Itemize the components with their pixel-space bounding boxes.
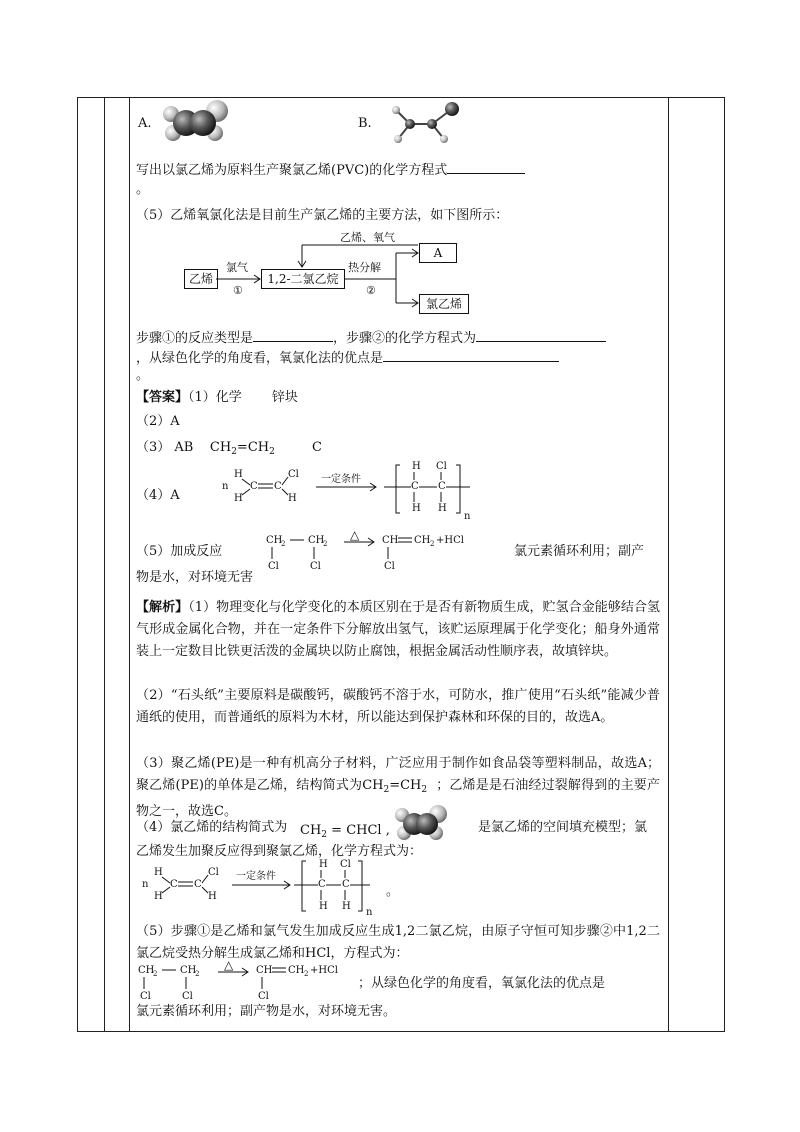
hcl-label: +HCl	[436, 535, 464, 546]
svg-text:Cl: Cl	[310, 561, 321, 572]
svg-text:H: H	[412, 503, 421, 514]
analysis-p4a: （4）氯乙烯的结构简式为	[136, 820, 288, 835]
svg-text:H: H	[319, 901, 328, 912]
option-a-label: A.	[138, 116, 152, 131]
svg-text:n: n	[142, 879, 149, 890]
analysis-p3a: （3）聚乙烯(PE)是一种有机高分子材料，广泛应用于制作如食品袋等塑料制品，故选A；聚乙烯(PE)的单体是乙烯，结构简式为	[136, 756, 660, 793]
answer-5: （5）加成反应	[136, 544, 223, 559]
answer-blank-reaction-type	[253, 327, 333, 342]
answer-label: 【答案】	[136, 390, 189, 405]
coefficient-n: n	[222, 481, 229, 492]
question-pvc	[136, 159, 525, 182]
vinyl-chloride-formula: $CH_2$ = CHCl ,	[300, 823, 390, 840]
svg-text:CH: CH	[308, 535, 325, 546]
answer-3-formula-sub1: 2	[231, 447, 237, 457]
ethylene-formula-part1: CH	[362, 778, 384, 793]
analysis-p4b: 是氯乙烯的空间填充模型；氯	[478, 820, 648, 835]
analysis-paragraph-5: （5）步骤①是乙烯和氯气发生加成反应生成1,2二氯乙烷，由原子守恒可知步骤②中1,2二氯乙烷受热分解生成氯乙烯和HCl，方程式为：	[136, 924, 660, 961]
answer-3-formula-part1: CH	[209, 440, 232, 455]
heat-triangle-icon: △	[350, 528, 360, 542]
decomposition-equation	[264, 525, 474, 579]
svg-text:CH: CH	[266, 535, 283, 546]
answer-blank-advantage	[383, 347, 559, 362]
svg-text:2: 2	[323, 540, 328, 548]
question-content	[136, 97, 666, 1032]
svg-text:H: H	[288, 493, 297, 504]
answer-3-ab: （3） AB	[136, 440, 194, 455]
svg-text:C: C	[411, 481, 419, 492]
ethylene-formula-sub1: 2	[383, 785, 390, 795]
svg-text:Cl: Cl	[268, 561, 279, 572]
answer-3-formula-part2: =CH	[236, 440, 270, 455]
svg-text:Cl: Cl	[140, 991, 151, 1002]
svg-text:CH: CH	[382, 535, 399, 546]
answer-2: （2）A	[136, 414, 180, 429]
svg-text:H: H	[154, 867, 163, 878]
q5-equation-prompt: ，步骤②的化学方程式为	[333, 331, 477, 346]
svg-text:H: H	[234, 493, 243, 504]
flow-label-step1: ①	[233, 284, 243, 297]
svg-text:C: C	[170, 879, 178, 890]
ball-stick-model-icon	[382, 97, 472, 145]
svg-text:Cl: Cl	[182, 991, 193, 1002]
svg-text:H: H	[342, 901, 351, 912]
svg-text:C: C	[250, 481, 258, 492]
answer-3-formula-sub2: 2	[269, 447, 275, 457]
svg-text:H: H	[412, 461, 421, 472]
svg-text:CH: CH	[138, 965, 155, 976]
svg-text:Cl: Cl	[436, 461, 447, 472]
analysis-p5c: 氯元素循环利用；副产物是水，对环境无害。	[136, 1004, 397, 1019]
analysis-paragraph-2: （2）“石头纸”主要原料是碳酸钙，碳酸钙不溶于水，可防水，推广使用“石头纸”能减少普通纸的使用，而普通纸的原料为木材，所以能达到保护森林和环保的目的，故选A。	[136, 688, 660, 725]
answer-4: （4）A	[136, 488, 180, 503]
svg-text:2: 2	[430, 540, 435, 548]
svg-text:2: 2	[281, 540, 286, 548]
svg-text:H: H	[154, 891, 163, 902]
svg-text:Cl: Cl	[384, 561, 395, 572]
q5-reaction-type-prompt: 步骤①的反应类型是	[136, 331, 254, 346]
analysis-p4c: 乙烯发生加聚反应得到聚氯乙烯，化学方程式为：	[136, 844, 423, 859]
svg-text:C: C	[194, 879, 202, 890]
svg-text:C: C	[342, 879, 350, 890]
svg-text:Cl: Cl	[208, 867, 219, 878]
svg-text:2: 2	[304, 970, 309, 978]
answer-5-advantage: 氯元素循环利用；副产	[514, 544, 645, 559]
svg-text:CH: CH	[180, 965, 197, 976]
svg-text:H: H	[319, 859, 328, 870]
svg-text:CH: CH	[414, 535, 431, 546]
answer-1: （1）化学 锌块	[188, 390, 298, 405]
option-b-label: B.	[358, 116, 372, 131]
analysis-label: 【解析】	[136, 600, 189, 615]
ethylene-formula-part2: =CH	[389, 778, 422, 793]
answer-blank-equation	[476, 327, 606, 342]
ethylene-formula-sub2: 2	[421, 785, 428, 795]
flow-label-step2: ②	[366, 284, 376, 297]
svg-text:n: n	[464, 511, 471, 521]
question-5-line2	[136, 347, 559, 370]
answer-3-c: C	[312, 440, 322, 455]
polymerization-equation-analysis	[142, 853, 402, 917]
analysis-p1: （1）物理变化与化学变化的本质区别在于是否有新物质生成，贮氢合金能够结合氢气形成金属化合物，并在一定条件下分解放出氢气，该贮运原理属于化学变化；船身外通常装上一定数目比铁更活泼的金属块以防止腐蚀，根据金属活动性顺序表，故填锌块。	[136, 600, 660, 659]
q5-advantage-prompt: ，从绿色化学的角度看，氧氯化法的优点是	[136, 351, 384, 366]
svg-text:Cl: Cl	[288, 469, 299, 480]
condition-label-2: 一定条件	[236, 871, 276, 882]
table-divider-content-right	[668, 97, 669, 1032]
svg-text:2: 2	[153, 970, 158, 978]
svg-text:n: n	[366, 907, 373, 917]
flow-label-ethylene-oxygen: 乙烯、氧气	[340, 231, 395, 244]
svg-text:Cl: Cl	[340, 859, 351, 870]
svg-text:C: C	[438, 481, 446, 492]
space-filling-model-icon	[160, 97, 230, 145]
svg-text:H: H	[234, 469, 243, 480]
polymerization-equation	[216, 457, 476, 521]
flow-box-a: A	[419, 243, 457, 263]
analysis-p5b: ；从绿色化学的角度看，氧氯化法的优点是	[358, 976, 606, 991]
analysis-p4d: 。	[386, 884, 400, 899]
flow-box-ethylene: 乙烯	[184, 269, 218, 289]
svg-text:CH: CH	[256, 965, 273, 976]
question-pvc-tail: 。	[136, 182, 150, 197]
table-divider-content-left	[129, 97, 130, 1032]
flow-box-vinyl-chloride: 氯乙烯	[419, 294, 469, 314]
svg-text:2: 2	[195, 970, 200, 978]
svg-text:H: H	[438, 503, 447, 514]
answer-line-1	[136, 387, 298, 409]
analysis-p3b: ；乙烯是是石油经过裂解得到的主要产物之一，故选C。	[136, 778, 660, 819]
table-divider-left	[104, 97, 105, 1032]
question-pvc-text: 写出以氯乙烯为原料生产聚氯乙烯(PVC)的化学方程式	[136, 163, 448, 178]
answer-5-tail: 物是水，对环境无害	[136, 570, 254, 585]
svg-text:Cl: Cl	[258, 991, 269, 1002]
flow-label-chlorine: 氯气	[226, 261, 248, 274]
hcl-label-2: +HCl	[310, 965, 338, 976]
svg-text:C: C	[274, 481, 282, 492]
svg-text:H: H	[208, 891, 217, 902]
svg-text:CH: CH	[288, 965, 305, 976]
question-5-intro: （5）乙烯氧氯化法是目前生产氯乙烯的主要方法，如下图所示：	[136, 208, 509, 223]
condition-label: 一定条件	[321, 474, 361, 485]
answer-blank-pvc	[447, 159, 525, 174]
svg-text:C: C	[318, 879, 326, 890]
heat-triangle-icon-2: △	[224, 959, 234, 972]
question-5-line3: 。	[136, 368, 150, 383]
flow-label-heat: 热分解	[348, 261, 381, 274]
ethylene-formula	[362, 775, 436, 801]
vinyl-chloride-model-icon	[392, 803, 448, 843]
analysis-paragraph-1	[136, 597, 660, 663]
flow-box-dichloroethane: 1,2-二氯乙烷	[261, 269, 345, 289]
